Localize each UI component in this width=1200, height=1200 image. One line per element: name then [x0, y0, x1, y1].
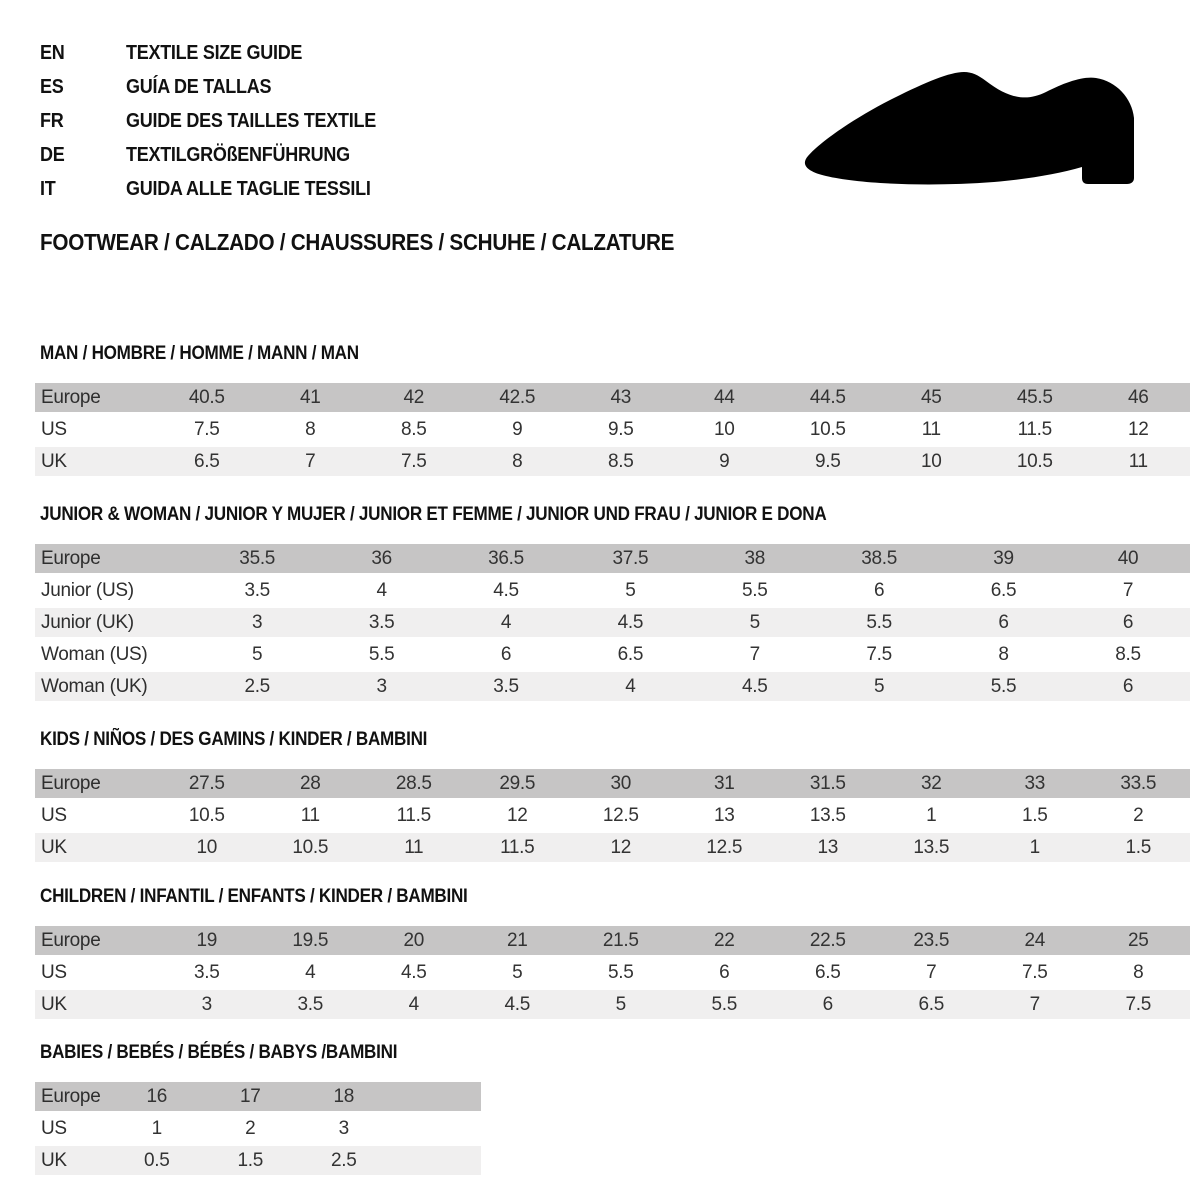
section-title-text: BABIES / BEBÉS / BÉBÉS / BABYS /BAMBINI [40, 1042, 398, 1063]
size-cell: 3 [155, 990, 259, 1019]
size-cell: 7 [259, 447, 363, 476]
size-cell: 7 [880, 958, 984, 987]
size-cell: 12 [569, 833, 673, 862]
language-guide-title: TEXTILE SIZE GUIDE [126, 41, 303, 64]
size-cell: 11.5 [466, 833, 570, 862]
size-cell: 28 [259, 769, 363, 798]
size-cell: 11 [259, 801, 363, 830]
size-cell: 5.5 [941, 672, 1065, 701]
size-cell: 21.5 [569, 926, 673, 955]
size-table-babies [35, 1079, 481, 1178]
size-cell: 4.5 [362, 958, 466, 987]
section-title [40, 1043, 1195, 1063]
size-cell: 6 [1066, 672, 1190, 701]
category-title-text: FOOTWEAR / CALZADO / CHAUSSURES / SCHUHE / CALZATURE [40, 229, 675, 255]
size-section-man [35, 344, 1195, 479]
size-cell: 12 [466, 801, 570, 830]
size-cell: 1 [983, 833, 1087, 862]
table-row [35, 990, 1190, 1019]
language-row [40, 70, 404, 104]
size-section-kids [35, 730, 1195, 865]
section-title [40, 730, 1195, 750]
size-cell: 36 [319, 544, 443, 573]
size-cell: 5 [568, 576, 692, 605]
size-cell: 5.5 [319, 640, 443, 669]
language-code [40, 110, 126, 133]
size-cell: 10.5 [259, 833, 363, 862]
size-cell: 10 [673, 415, 777, 444]
size-cell: 3 [319, 672, 443, 701]
table-row [35, 447, 1190, 476]
language-guide-title: GUIDA ALLE TAGLIE TESSILI [126, 177, 371, 200]
language-code [40, 178, 126, 201]
size-cell: 13 [776, 833, 880, 862]
row-label: Europe [35, 544, 195, 573]
empty-cell [391, 1146, 481, 1175]
table-row [35, 833, 1190, 862]
row-label: UK [35, 990, 155, 1019]
size-cell: 9.5 [776, 447, 880, 476]
size-cell: 6 [817, 576, 941, 605]
size-cell: 22 [673, 926, 777, 955]
size-cell: 33 [983, 769, 1087, 798]
size-cell: 13.5 [776, 801, 880, 830]
size-cell: 40.5 [155, 383, 259, 412]
size-cell: 7.5 [983, 958, 1087, 987]
size-cell: 8.5 [1066, 640, 1190, 669]
size-cell: 5 [466, 958, 570, 987]
size-cell: 2 [1087, 801, 1191, 830]
size-cell: 7 [983, 990, 1087, 1019]
row-label: Junior (US) [35, 576, 195, 605]
row-label: Europe [35, 383, 155, 412]
size-cell: 1 [110, 1114, 204, 1143]
size-cell: 30 [569, 769, 673, 798]
size-cell: 33.5 [1087, 769, 1191, 798]
table-row [35, 801, 1190, 830]
size-cell: 31.5 [776, 769, 880, 798]
size-cell: 44 [673, 383, 777, 412]
row-label: Europe [35, 769, 155, 798]
dress-shoe-silhouette [798, 64, 1140, 188]
language-row [40, 104, 404, 138]
size-cell: 6 [444, 640, 568, 669]
size-cell: 6 [1066, 608, 1190, 637]
size-cell: 5 [817, 672, 941, 701]
table-row [35, 576, 1190, 605]
size-cell: 10.5 [155, 801, 259, 830]
size-cell: 21 [466, 926, 570, 955]
size-cell: 16 [110, 1082, 204, 1111]
section-title [40, 505, 1195, 525]
size-cell: 39 [941, 544, 1065, 573]
size-cell: 12.5 [569, 801, 673, 830]
row-label: US [35, 415, 155, 444]
size-cell: 6.5 [776, 958, 880, 987]
size-cell: 11 [362, 833, 466, 862]
size-cell: 7.5 [817, 640, 941, 669]
size-cell: 5 [569, 990, 673, 1019]
size-section-children [35, 887, 1195, 1022]
language-title-list [40, 36, 404, 206]
row-label: US [35, 801, 155, 830]
size-cell: 42.5 [466, 383, 570, 412]
size-cell: 4 [259, 958, 363, 987]
size-cell: 29.5 [466, 769, 570, 798]
language-code-text: EN [40, 41, 65, 64]
size-cell: 6 [941, 608, 1065, 637]
size-table-man [35, 380, 1190, 479]
size-cell: 40 [1066, 544, 1190, 573]
category-title [40, 229, 745, 256]
size-cell: 9.5 [569, 415, 673, 444]
table-row [35, 544, 1190, 573]
row-label: Europe [35, 1082, 110, 1111]
size-section-junior-woman [35, 505, 1195, 704]
language-code-text: DE [40, 143, 65, 166]
size-cell: 4.5 [444, 576, 568, 605]
size-cell: 35.5 [195, 544, 319, 573]
language-code [40, 144, 126, 167]
size-cell: 38.5 [817, 544, 941, 573]
size-table-body [35, 544, 1190, 701]
size-cell: 2.5 [195, 672, 319, 701]
size-cell: 11.5 [362, 801, 466, 830]
language-code [40, 42, 126, 65]
size-cell: 8 [941, 640, 1065, 669]
language-guide-title: GUIDE DES TAILLES TEXTILE [126, 109, 376, 132]
size-cell: 7.5 [155, 415, 259, 444]
table-row [35, 608, 1190, 637]
size-cell: 11 [880, 415, 984, 444]
size-cell: 19.5 [259, 926, 363, 955]
size-cell: 7.5 [362, 447, 466, 476]
size-cell: 4 [362, 990, 466, 1019]
size-cell: 6.5 [155, 447, 259, 476]
size-cell: 8 [259, 415, 363, 444]
size-cell: 3 [297, 1114, 391, 1143]
size-cell: 23.5 [880, 926, 984, 955]
language-code-text: ES [40, 75, 64, 98]
size-cell: 4 [444, 608, 568, 637]
table-row [35, 1146, 481, 1175]
row-label: UK [35, 447, 155, 476]
size-cell: 5.5 [693, 576, 817, 605]
section-title-text: CHILDREN / INFANTIL / ENFANTS / KINDER / BAMBINI [40, 886, 468, 907]
size-cell: 3.5 [195, 576, 319, 605]
size-cell: 3.5 [319, 608, 443, 637]
table-row [35, 1082, 481, 1111]
section-title-text: KIDS / NIÑOS / DES GAMINS / KINDER / BAMBINI [40, 729, 428, 750]
size-table-body [35, 926, 1190, 1019]
size-cell: 4 [319, 576, 443, 605]
size-cell: 1.5 [983, 801, 1087, 830]
size-cell: 18 [297, 1082, 391, 1111]
language-code-text: IT [40, 177, 56, 200]
table-row [35, 769, 1190, 798]
size-cell: 6.5 [568, 640, 692, 669]
size-cell: 6 [776, 990, 880, 1019]
size-section-babies [35, 1043, 1195, 1178]
size-table-body [35, 769, 1190, 862]
size-cell: 4 [568, 672, 692, 701]
table-row [35, 672, 1190, 701]
size-cell: 6.5 [941, 576, 1065, 605]
section-title [40, 887, 1195, 907]
size-cell: 11 [1087, 447, 1191, 476]
row-label: US [35, 1114, 110, 1143]
size-cell: 1 [880, 801, 984, 830]
size-cell: 4.5 [568, 608, 692, 637]
size-cell: 5.5 [817, 608, 941, 637]
size-cell: 10.5 [776, 415, 880, 444]
size-cell: 3.5 [444, 672, 568, 701]
size-cell: 28.5 [362, 769, 466, 798]
language-guide-title: GUÍA DE TALLAS [126, 75, 272, 98]
size-cell: 1.5 [1087, 833, 1191, 862]
size-cell: 25 [1087, 926, 1191, 955]
table-row [35, 1114, 481, 1143]
size-cell: 24 [983, 926, 1087, 955]
size-cell: 3 [195, 608, 319, 637]
size-cell: 7.5 [1087, 990, 1191, 1019]
size-cell: 4.5 [466, 990, 570, 1019]
size-cell: 10.5 [983, 447, 1087, 476]
size-cell: 13.5 [880, 833, 984, 862]
size-cell: 41 [259, 383, 363, 412]
size-cell: 10 [880, 447, 984, 476]
size-cell: 43 [569, 383, 673, 412]
size-cell: 19 [155, 926, 259, 955]
size-cell: 8.5 [362, 415, 466, 444]
size-cell: 17 [204, 1082, 298, 1111]
language-row [40, 36, 404, 70]
size-cell: 2 [204, 1114, 298, 1143]
language-guide-title: TEXTILGRÖßENFÜHRUNG [126, 143, 350, 166]
size-cell: 46 [1087, 383, 1191, 412]
size-table-body [35, 383, 1190, 476]
table-row [35, 926, 1190, 955]
table-row [35, 415, 1190, 444]
size-cell: 5 [195, 640, 319, 669]
size-table-junior-woman [35, 541, 1190, 704]
size-table-body [35, 1082, 481, 1175]
row-label: UK [35, 1146, 110, 1175]
size-cell: 37.5 [568, 544, 692, 573]
size-cell: 32 [880, 769, 984, 798]
size-cell: 12.5 [673, 833, 777, 862]
shoe-icon [798, 64, 1140, 188]
empty-cell [391, 1114, 481, 1143]
size-cell: 45 [880, 383, 984, 412]
size-cell: 27.5 [155, 769, 259, 798]
size-table-kids [35, 766, 1190, 865]
size-cell: 4.5 [693, 672, 817, 701]
size-cell: 45.5 [983, 383, 1087, 412]
size-cell: 8 [466, 447, 570, 476]
size-cell: 38 [693, 544, 817, 573]
size-cell: 20 [362, 926, 466, 955]
size-cell: 5.5 [673, 990, 777, 1019]
size-cell: 6.5 [880, 990, 984, 1019]
row-label: Junior (UK) [35, 608, 195, 637]
size-cell: 0.5 [110, 1146, 204, 1175]
row-label: Woman (UK) [35, 672, 195, 701]
row-label: UK [35, 833, 155, 862]
size-table-children [35, 923, 1190, 1022]
table-row [35, 383, 1190, 412]
size-cell: 8.5 [569, 447, 673, 476]
language-code [40, 76, 126, 99]
table-row [35, 958, 1190, 987]
size-cell: 5 [693, 608, 817, 637]
size-cell: 7 [1066, 576, 1190, 605]
table-row [35, 640, 1190, 669]
size-cell: 22.5 [776, 926, 880, 955]
size-cell: 7 [693, 640, 817, 669]
size-cell: 44.5 [776, 383, 880, 412]
size-cell: 6 [673, 958, 777, 987]
size-cell: 36.5 [444, 544, 568, 573]
size-cell: 11.5 [983, 415, 1087, 444]
size-cell: 9 [673, 447, 777, 476]
section-title-text: JUNIOR & WOMAN / JUNIOR Y MUJER / JUNIOR ET FEMME / JUNIOR UND FRAU / JUNIOR E DONA [40, 504, 827, 525]
row-label: US [35, 958, 155, 987]
size-cell: 3.5 [259, 990, 363, 1019]
size-cell: 13 [673, 801, 777, 830]
size-cell: 42 [362, 383, 466, 412]
size-cell: 31 [673, 769, 777, 798]
row-label: Woman (US) [35, 640, 195, 669]
row-label: Europe [35, 926, 155, 955]
size-cell: 1.5 [204, 1146, 298, 1175]
size-cell: 8 [1087, 958, 1191, 987]
size-cell: 9 [466, 415, 570, 444]
language-code-text: FR [40, 109, 64, 132]
size-cell: 12 [1087, 415, 1191, 444]
language-row [40, 138, 404, 172]
section-title-text: MAN / HOMBRE / HOMME / MANN / MAN [40, 343, 359, 364]
size-cell: 2.5 [297, 1146, 391, 1175]
section-title [40, 344, 1195, 364]
empty-cell [391, 1082, 481, 1111]
size-cell: 3.5 [155, 958, 259, 987]
size-cell: 10 [155, 833, 259, 862]
size-cell: 5.5 [569, 958, 673, 987]
language-row [40, 172, 404, 206]
